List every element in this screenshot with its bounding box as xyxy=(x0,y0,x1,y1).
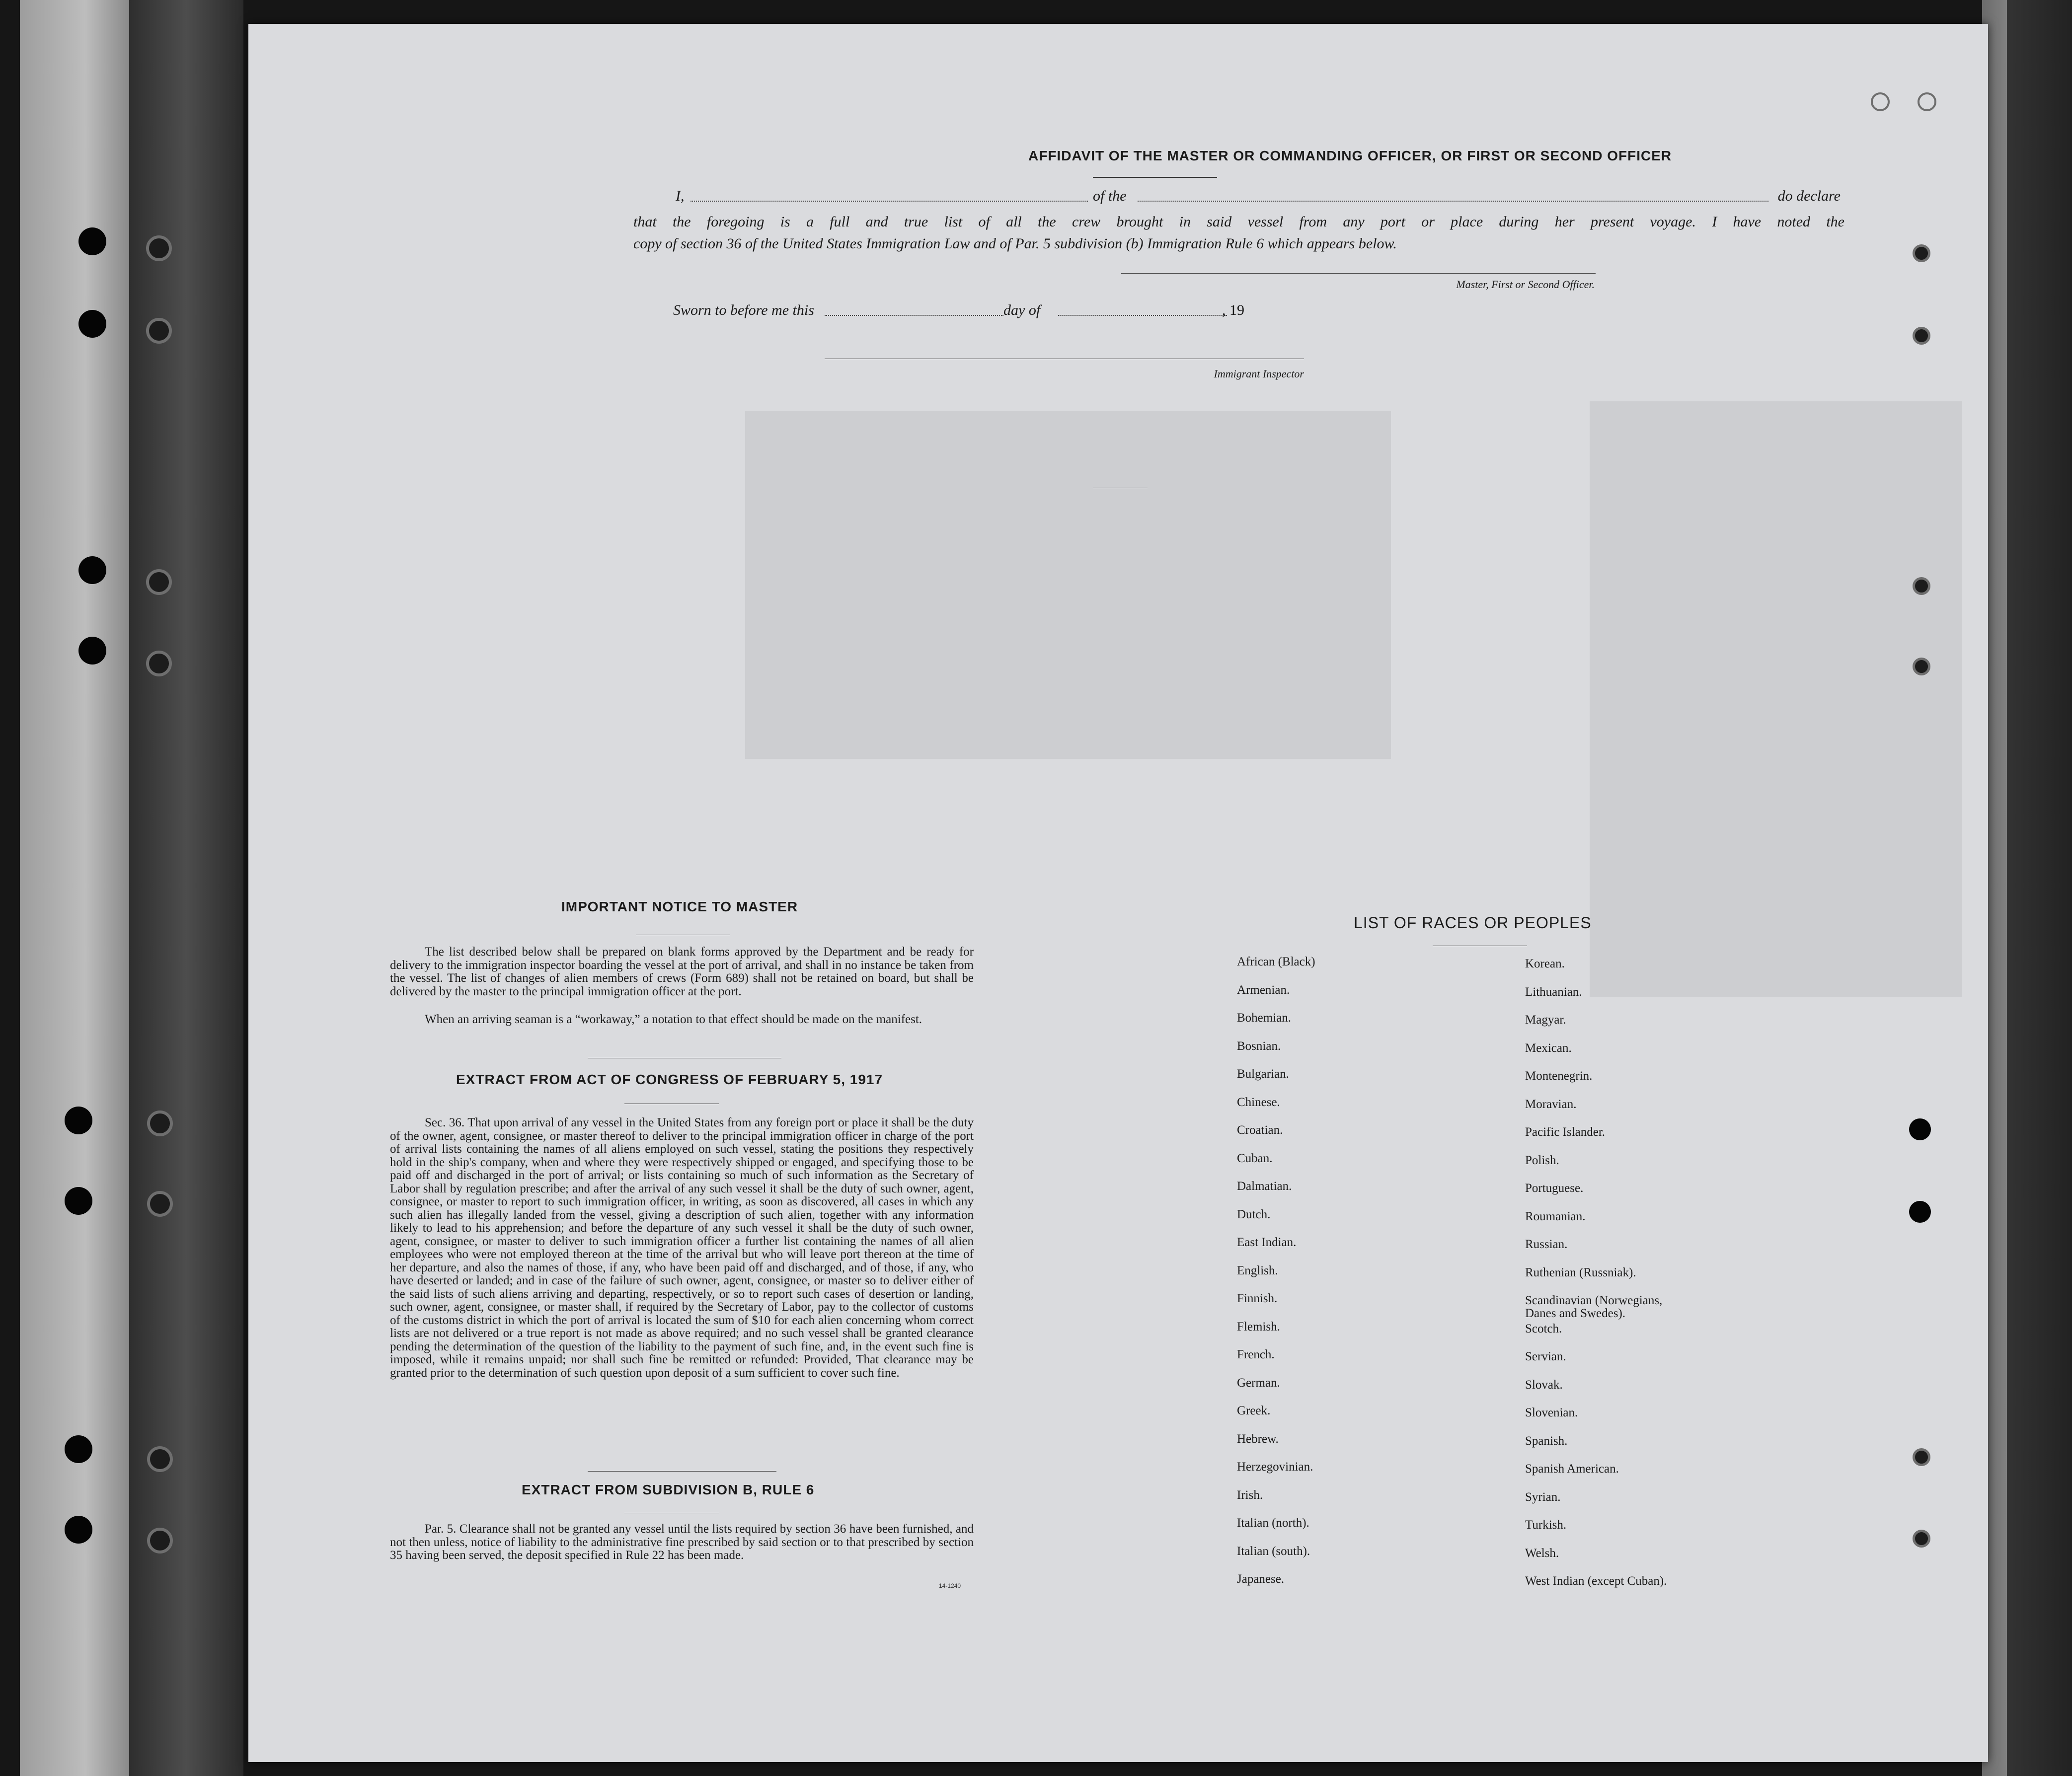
year-prefix: , 19 xyxy=(1222,302,1244,318)
race-item: Dalmatian. xyxy=(1237,1180,1292,1193)
punch-hole xyxy=(65,1516,92,1544)
race-item: Polish. xyxy=(1525,1153,1559,1167)
punch-hole xyxy=(146,235,172,261)
race-item: Moravian. xyxy=(1525,1097,1577,1111)
affidavit-i-label: I, xyxy=(676,188,685,204)
section-divider xyxy=(588,1471,776,1472)
race-item: Pacific Islander. xyxy=(1525,1125,1606,1139)
punch-hole xyxy=(78,556,106,584)
punch-hole xyxy=(146,651,172,676)
affidavit-title: AFFIDAVIT OF THE MASTER OR COMMANDING OFFICER, OR FIRST OR SECOND OFFICER xyxy=(1028,148,1672,163)
punch-hole xyxy=(65,1107,92,1134)
manifest-page xyxy=(248,24,1988,1762)
punch-hole xyxy=(147,1446,173,1472)
punch-hole xyxy=(65,1435,92,1463)
race-item: Bulgarian. xyxy=(1237,1067,1289,1081)
affidavit-do-declare-label: do declare xyxy=(1777,188,1841,204)
punch-hole xyxy=(1913,658,1930,675)
punch-hole xyxy=(78,227,106,255)
race-item: Spanish American. xyxy=(1525,1462,1619,1476)
punch-hole xyxy=(146,569,172,595)
punch-hole xyxy=(1913,327,1930,345)
race-item: East Indian. xyxy=(1237,1236,1297,1249)
race-item: Japanese. xyxy=(1237,1572,1285,1586)
race-item: Spanish. xyxy=(1525,1434,1568,1448)
punch-hole xyxy=(147,1191,173,1217)
race-item: Magyar. xyxy=(1525,1013,1566,1027)
race-item: Lithuanian. xyxy=(1525,985,1582,999)
punch-hole xyxy=(1913,244,1930,262)
punch-hole xyxy=(65,1187,92,1215)
binder-edge-right-outer xyxy=(2007,0,2072,1776)
race-item: Armenian. xyxy=(1237,983,1290,997)
race-item: English. xyxy=(1237,1263,1278,1277)
name-blank-line xyxy=(691,201,1088,202)
race-item: West Indian (except Cuban). xyxy=(1525,1574,1667,1588)
race-item: Herzegovinian. xyxy=(1237,1460,1313,1474)
race-item: Hebrew. xyxy=(1237,1432,1279,1446)
act-extract-title: EXTRACT FROM ACT OF CONGRESS OF FEBRUARY 5, 1917 xyxy=(456,1072,883,1087)
race-item: Dutch. xyxy=(1237,1207,1271,1221)
race-item: Finnish. xyxy=(1237,1292,1278,1305)
race-item: Italian (north). xyxy=(1237,1516,1309,1530)
race-item: Croatian. xyxy=(1237,1123,1283,1137)
races-list-left xyxy=(1237,956,1485,1601)
punch-hole xyxy=(147,1528,173,1554)
notice-paragraph-1: The list described below shall be prepared on blank forms approved by the Department and be ready for delivery to the immigration inspector boarding the vessel at the port of arrival, and shall in no instance be taken from the vessel. The list of changes of alien members of crews (Form 689) shall not be retained on board, but shall be delivered by the master to the principal immigration officer at the port. xyxy=(390,945,974,998)
race-item: Cuban. xyxy=(1237,1151,1273,1165)
race-item: Mexican. xyxy=(1525,1041,1572,1055)
race-item: Syrian. xyxy=(1525,1490,1561,1504)
binder-edge-left xyxy=(20,0,129,1776)
race-item: Scandinavian (Norwegians, Danes and Swedes). xyxy=(1525,1294,1663,1320)
binder-edge-left-inner xyxy=(129,0,243,1776)
day-of-label: day of xyxy=(1003,302,1041,318)
punch-hole xyxy=(78,637,106,665)
notice-title: IMPORTANT NOTICE TO MASTER xyxy=(561,899,798,914)
race-item: Turkish. xyxy=(1525,1518,1567,1532)
notice-paragraph-2: When an arriving seaman is a “workaway,” a notation to that effect should be made on the manifest. xyxy=(425,1013,922,1026)
race-item: Chinese. xyxy=(1237,1095,1280,1109)
master-signature-label: Master, First or Second Officer. xyxy=(1456,278,1595,291)
punch-hole xyxy=(1913,577,1930,595)
race-item: Bohemian. xyxy=(1237,1011,1292,1025)
race-item: Servian. xyxy=(1525,1350,1566,1363)
affidavit-line-2: that the foregoing is a full and true list of all the crew brought in said vessel from any port or place during her present voyage. I have noted the xyxy=(633,214,1844,230)
punch-hole xyxy=(1909,1201,1931,1223)
affidavit-line-3: copy of section 36 of the United States Immigration Law and of Par. 5 subdivision (b) Immigration Rule 6 which appears below. xyxy=(633,235,1397,252)
show-through-shadow xyxy=(1590,401,1962,997)
sworn-month-blank xyxy=(1058,315,1227,316)
race-item: German. xyxy=(1237,1376,1280,1390)
race-item: Scotch. xyxy=(1525,1322,1562,1335)
races-title: LIST OF RACES OR PEOPLES xyxy=(1354,914,1592,932)
inspector-label: Immigrant Inspector xyxy=(1214,368,1304,380)
race-item: Welsh. xyxy=(1525,1546,1559,1560)
race-item: Russian. xyxy=(1525,1238,1568,1251)
race-item: Irish. xyxy=(1237,1488,1263,1502)
race-item: Italian (south). xyxy=(1237,1544,1310,1558)
show-through-shadow xyxy=(745,411,1391,759)
race-item: Ruthenian (Russniak). xyxy=(1525,1265,1636,1279)
race-item: Flemish. xyxy=(1237,1320,1280,1333)
race-item: Portuguese. xyxy=(1525,1182,1584,1195)
punch-hole xyxy=(1871,92,1890,111)
race-item: Korean. xyxy=(1525,957,1565,970)
sworn-day-blank xyxy=(825,315,1003,316)
race-item: Montenegrin. xyxy=(1525,1069,1593,1083)
punch-hole xyxy=(1918,92,1936,111)
form-number: 14-1240 xyxy=(939,1582,961,1589)
sworn-label: Sworn to before me this xyxy=(673,302,814,318)
race-item: Slovenian. xyxy=(1525,1406,1578,1419)
race-item: Greek. xyxy=(1237,1404,1271,1417)
punch-hole xyxy=(78,310,106,338)
punch-hole xyxy=(1909,1118,1931,1140)
race-item: Slovak. xyxy=(1525,1378,1563,1392)
rule-extract-title: EXTRACT FROM SUBDIVISION B, RULE 6 xyxy=(522,1482,815,1497)
races-list-right xyxy=(1525,958,1823,1603)
punch-hole xyxy=(1913,1448,1930,1466)
punch-hole xyxy=(1913,1530,1930,1548)
punch-hole xyxy=(147,1110,173,1136)
punch-hole xyxy=(146,318,172,344)
race-item: Roumanian. xyxy=(1525,1209,1586,1223)
rule-par-5-text: Par. 5. Clearance shall not be granted any vessel until the lists required by section 36 have been furnished, and not then unless, notice of liability to the administrative fine prescribed by said section or to that prescribed by section 35 having been served, the deposit specified in Rule 22 has been made. xyxy=(390,1522,974,1562)
race-item: French. xyxy=(1237,1348,1275,1361)
race-item: Bosnian. xyxy=(1237,1039,1281,1053)
act-section-36-text: Sec. 36. That upon arrival of any vessel in the United States from any foreign port or place it shall be the duty of the owner, agent, consignee, or master thereof to deliver to the principal immigration officer in charge of the port of arrival lists containing the names of all aliens employed on such vessel, stating the positions they respectively hold in the ship's company, when and where they were respectively shipped or engaged, and specifying those to be paid off and discharged in the port of arrival; or lists containing so much of such information as the Secretary of Labor shall by regulation prescribe; and after the arrival of any such vessel it shall be the duty of such owner, agent, consignee, or master to report to such immigration officer, in writing, as soon as discovered, all cases in which any such alien has illegally landed from the vessel, giving a description of such alien, together with any information likely to lead to his apprehension; and before the departure of any such vessel it shall be the duty of such owner, agent, consignee, or master to deliver to such immigration officer a further list containing the names of all alien employees who were not employed thereon at the time of the arrival but who will leave port thereon at the time of her departure, and also the names of those, if any, who have been paid off and discharged, and of those, if any, who have deserted or landed; and in case of the failure of such owner, agent, consignee, or master so to deliver either of the said lists of such aliens arriving and departing, respectively, or so to report such cases of desertion or landing, such owner, agent, consignee, or master shall, if required by the Secretary of Labor, pay to the collector of customs of the customs district in which the port of arrival is located the sum of $10 for each alien concerning whom correct lists are not delivered or a true report is not made as above required; and no such vessel shall be granted clearance pending the determination of the question of the liability to the payment of such fine, and, in the event such fine is imposed, while it remains unpaid; nor shall such fine be remitted or refunded: Provided, That clearance may be granted prior to the determination of such question upon deposit of a sum sufficient to cover such fine. xyxy=(390,1116,974,1380)
affidavit-of-the-label: of the xyxy=(1093,188,1127,204)
title-underline xyxy=(1093,177,1217,178)
race-item: African (Black) xyxy=(1237,955,1315,968)
master-signature-line xyxy=(1121,273,1596,274)
